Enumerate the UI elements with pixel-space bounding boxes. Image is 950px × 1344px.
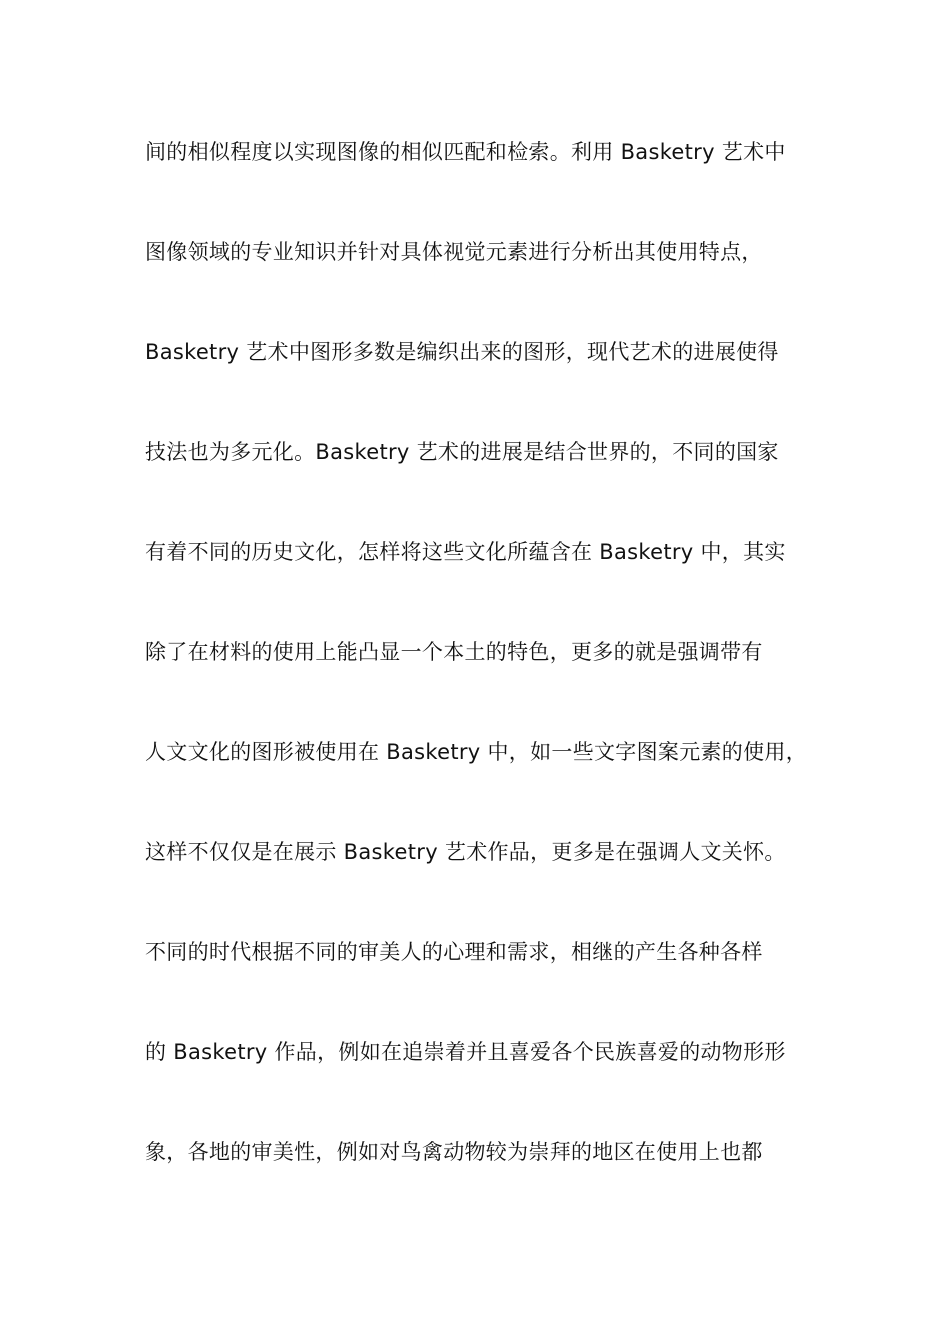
text-line: 技法也为多元化。Basketry 艺术的进展是结合世界的，不同的国家 (145, 440, 779, 464)
text-line: 这样不仅仅是在展示 Basketry 艺术作品，更多是在强调人文关怀。 (145, 840, 786, 864)
text-line: 不同的时代根据不同的审美人的心理和需求，相继的产生各种各样 (145, 940, 763, 964)
text-line: 人文文化的图形被使用在 Basketry 中，如一些文字图案元素的使用， (145, 740, 807, 764)
text-line: 象，各地的审美性，例如对鸟禽动物较为崇拜的地区在使用上也都 (145, 1140, 763, 1164)
text-line: 除了在材料的使用上能凸显一个本土的特色，更多的就是强调带有 (145, 640, 763, 664)
text-line: 间的相似程度以实现图像的相似匹配和检索。利用 Basketry 艺术中 (145, 140, 786, 164)
text-line: 的 Basketry 作品，例如在追崇着并且喜爱各个民族喜爱的动物形形 (145, 1040, 786, 1064)
text-line: 图像领域的专业知识并针对具体视觉元素进行分析出其使用特点， (145, 240, 763, 264)
text-line: Basketry 艺术中图形多数是编织出来的图形，现代艺术的进展使得 (145, 340, 779, 364)
text-line: 有着不同的历史文化，怎样将这些文化所蕴含在 Basketry 中，其实 (145, 540, 786, 564)
body-text (145, 130, 835, 1230)
